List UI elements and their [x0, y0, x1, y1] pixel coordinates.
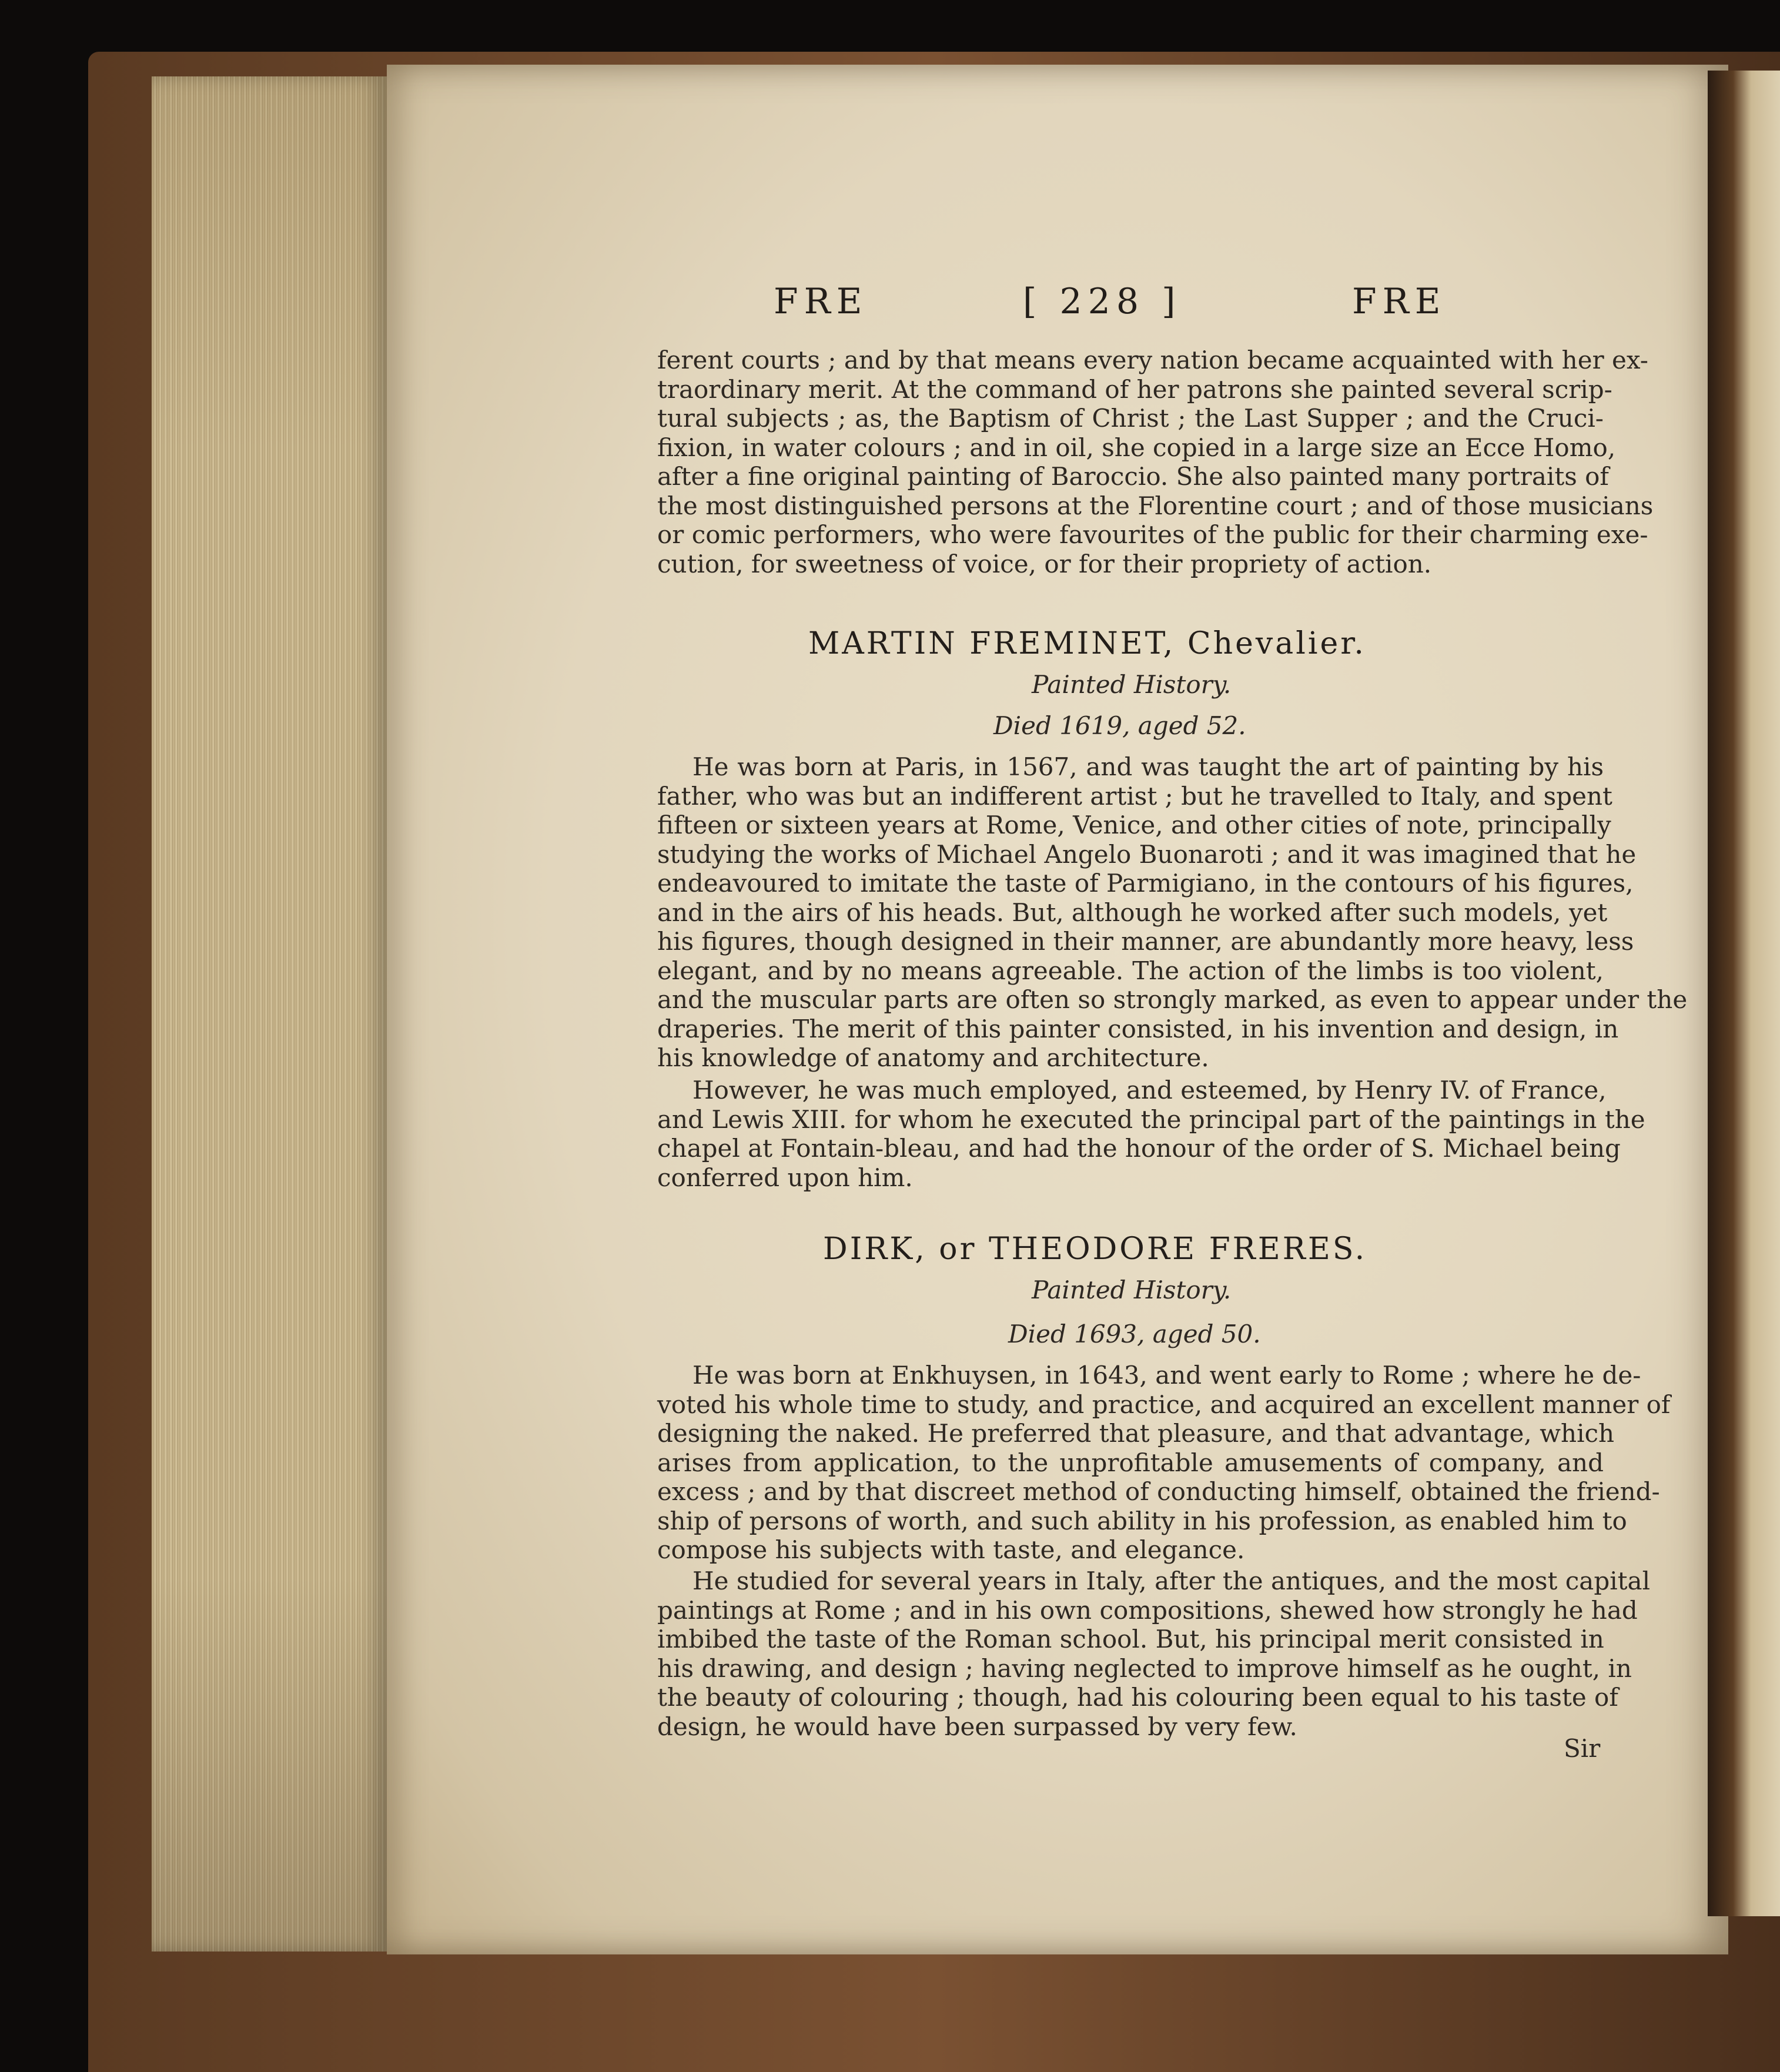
text-line: He was born at Enkhuysen, in 1643, and went early to Rome ; where he de- [692, 1361, 1641, 1390]
text-line: draperies. The merit of this painter consisted, in his invention and design, in [657, 1014, 1619, 1043]
entry-subject-freres: Painted History. [1032, 1276, 1232, 1304]
text-line: the most distinguished persons at the Florentine court ; and of those musicians [657, 491, 1654, 520]
text-line: his drawing, and design ; having neglected to improve himself as he ought, in [657, 1653, 1632, 1683]
text-line: or comic performers, who were favourites of the public for their charming exe- [657, 520, 1648, 549]
text-line: ferent courts ; and by that means every nation became acquainted with her ex- [657, 346, 1648, 374]
text-line: after a fine original painting of Baroccio. She also painted many portraits of [657, 462, 1609, 491]
page-edges-shade [152, 76, 387, 1952]
freminet-paragraph-1 [657, 752, 1688, 1073]
text-line: father, who was but an indifferent artist ; but he travelled to Italy, and spent [657, 781, 1612, 811]
text-line: and the muscular parts are often so strongly marked, as even to appear under the [657, 985, 1688, 1014]
text-line: design, he would have been surpassed by very few. [657, 1712, 1297, 1741]
text-line: excess ; and by that discreet method of conducting himself, obtained the friend- [657, 1477, 1660, 1506]
text-line: his figures, though designed in their manner, are abundantly more heavy, less [657, 927, 1634, 956]
entry-dates-freminet: Died 1619, aged 52. [993, 711, 1246, 740]
text-line: fifteen or sixteen years at Rome, Venice, and other cities of note, principally [657, 811, 1611, 839]
text-line: studying the works of Michael Angelo Buonaroti ; and it was imagined that he [657, 839, 1637, 869]
text-line: traordinary merit. At the command of her patrons she painted several scrip- [657, 374, 1612, 404]
book-gutter [1708, 71, 1780, 1916]
text-line: his knowledge of anatomy and architecture. [657, 1043, 1209, 1072]
text-line: He studied for several years in Italy, after the antiques, and the most capital [692, 1566, 1651, 1595]
running-head-right: FRE [1352, 281, 1447, 322]
text-line: fixion, in water colours ; and in oil, she copied in a large size an Ecce Homo, [657, 433, 1616, 462]
text-line: elegant, and by no means agreeable. The action of the limbs is too violent, [657, 956, 1604, 985]
text-line: cution, for sweetness of voice, or for their propriety of action. [657, 549, 1432, 578]
text-line: ship of persons of worth, and such ability in his profession, as enabled him to [657, 1506, 1627, 1535]
text-line: arises from application, to the unprofitable amusements of company, and [657, 1448, 1604, 1477]
entry-subject-freminet: Painted History. [1032, 670, 1232, 699]
text-line: paintings at Rome ; and in his own compositions, shewed how strongly he had [657, 1595, 1638, 1625]
text-line: compose his subjects with taste, and elegance. [657, 1535, 1245, 1564]
freres-paragraph-2 [657, 1566, 1651, 1741]
freres-paragraph-1 [657, 1361, 1671, 1565]
text-line: and in the airs of his heads. But, although he worked after such models, yet [657, 898, 1608, 927]
entry-heading-freminet: MARTIN FREMINET, Chevalier. [808, 626, 1366, 661]
text-line: tural subjects ; as, the Baptism of Christ ; the Last Supper ; and the Cruci- [657, 404, 1604, 433]
text-line: designing the naked. He preferred that pleasure, and that advantage, which [657, 1419, 1615, 1448]
text-line: However, he was much employed, and esteemed, by Henry IV. of France, [692, 1076, 1607, 1104]
running-head-left: FRE [774, 281, 868, 322]
text-line: conferred upon him. [657, 1163, 913, 1192]
freminet-paragraph-2 [657, 1076, 1645, 1192]
text-line: the beauty of colouring ; though, had his colouring been equal to his taste of [657, 1683, 1618, 1712]
text-line: and Lewis XIII. for whom he executed the principal part of the paintings in the [657, 1104, 1645, 1134]
text-line: He was born at Paris, in 1567, and was taught the art of painting by his [692, 752, 1604, 781]
text-line: voted his whole time to study, and practice, and acquired an excellent manner of [657, 1390, 1671, 1419]
page-number: [ 228 ] [1023, 281, 1182, 322]
intro-paragraph [657, 346, 1654, 578]
text-line: imbibed the taste of the Roman school. But, his principal merit consisted in [657, 1625, 1604, 1653]
entry-dates-freres: Died 1693, aged 50. [1008, 1320, 1261, 1348]
catchword: Sir [1564, 1734, 1601, 1763]
entry-heading-freres: DIRK, or THEODORE FRERES. [823, 1231, 1367, 1267]
text-line: chapel at Fontain-bleau, and had the honour of the order of S. Michael being [657, 1134, 1621, 1163]
text-line: endeavoured to imitate the taste of Parmigiano, in the contours of his figures, [657, 869, 1634, 898]
running-head [764, 281, 1528, 334]
